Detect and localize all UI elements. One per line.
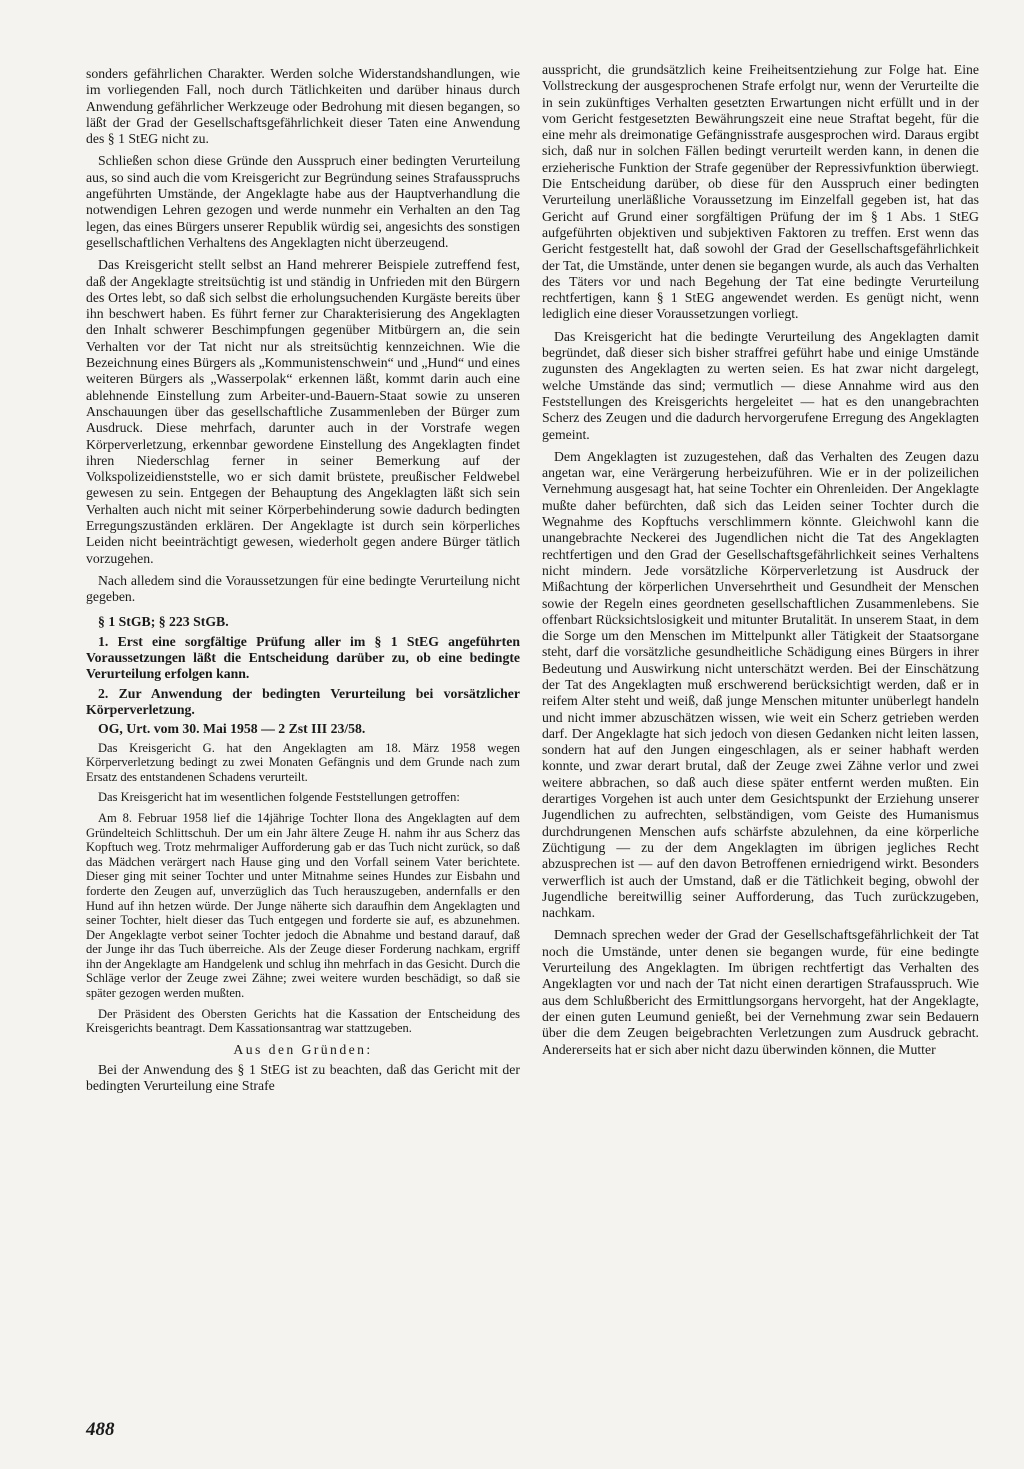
headnote-1: 1. Erst eine sorgfältige Prüfung aller im § 1 StEG angeführten Voraussetzungen läßt die Entscheidung darüber zu, ob eine bedingte Verurteilung erfolgen kann.: [86, 633, 520, 682]
right-column: [542, 62, 979, 1402]
paragraph: Bei der Anwendung des § 1 StEG ist zu beachten, daß das Gericht mit der bedingten Verurteilung eine Strafe: [86, 1062, 520, 1094]
case-citation: OG, Urt. vom 30. Mai 1958 — 2 Zst III 23/58.: [98, 721, 366, 737]
section-heading: Aus den Gründen:: [233, 1041, 373, 1057]
paragraph: sonders gefährlichen Charakter. Werden solche Widerstandshandlungen, wie im vorliegenden Fall, noch durch Tätlichkeiten und darüber hinaus durch Anwendung gefährlicher Werkzeuge oder Bedrohung mit diesen begangen, so läßt der Grad der Gesellschaftsgefährlichkeit dieser Taten eine Anwendung des § 1 StEG nicht zu.: [86, 66, 520, 147]
paragraph: Nach alledem sind die Voraussetzungen für eine bedingte Verurteilung nicht gegeben.: [86, 572, 520, 605]
left-column: [86, 66, 520, 1406]
headnote-2: 2. Zur Anwendung der bedingten Verurteilung bei vorsätzlicher Körperverletzung.: [86, 685, 520, 717]
paragraph: Das Kreisgericht stellt selbst an Hand mehrerer Beispiele zutreffend fest, daß der Angeklagte streitsüchtig ist und ständig in Unfrieden mit den Bürgern des Ortes lebt, so daß sich selbst die erholungsuchenden Kurgäste bereits über ihn beschwert haben. Es führt ferner zur Charakterisierung des Angeklagten den Inhalt schwerer Beschimpfungen gegenüber Mitbürgern an, die sein Verhalten vor der Tat nicht nur als streitsüchtig kennzeichnen. Wie die Bezeichnung eines Bürgers als „Kommunistenschwein“ und „Hund“ und eines weiteren Bürgers als „Wasserpolak“ erkennen läßt, kommt darin auch eine ablehnende Einstellung zum Arbeiter-und-Bauern-Staat sowie zu unseren Anschauungen über das gesellschaftliche Zusammenleben der Bürger zum Ausdruck. Diese mehrfach, darunter auch in der Vorstrafe wegen Körperverletzung, erkennbar gewordene Einstellung des Angeklagten findet ihren Niederschlag ferner in seiner Bemerkung auf der Volkspolizeidienststelle, wo er sich damit brüstete, preußischer Feldwebel gewesen zu sein. Entgegen der Behauptung des Angeklagten läßt sich sein Verhalten auch nicht mit seiner Körperbehinderung sowie dadurch bedingten Erregungszuständen erklären. Der Angeklagte ist durch sein körperliches Leiden nicht beeinträchtigt gewesen, wiederholt gegen andere Bürger tätlich vorzugehen.: [86, 257, 520, 566]
paragraph: Demnach sprechen weder der Grad der Gesellschaftsgefährlichkeit der Tat noch die Umstände, unter denen sie begangen wurde, für eine bedingte Verurteilung des Angeklagten. Im übrigen rechtfertigt das Verhalten des Angeklagten vor und nach der Tat nicht einen derartigen Strafausspruch. Wie aus dem Schlußbericht des Ermittlungsorgans hervorgeht, hat der Angeklagte, der einen guten Leumund genießt, bei der Vernehmung zwar sein Bedauern über die dem Zeugen beigebrachten Verletzungen zum Ausdruck gebracht. Andererseits hat er sich aber nicht dazu überwinden können, die Mutter: [542, 927, 979, 1057]
paragraph: Am 8. Februar 1958 lief die 14jährige Tochter Ilona des Angeklagten auf dem Gründelteich Schlittschuh. Der um ein Jahr ältere Zeuge H. nahm ihr aus Scherz das Kopftuch weg. Trotz mehrmaliger Aufforderung gab er das Tuch nicht zurück, so daß das Mädchen verärgert nach Hause ging und den Vorfall seinem Vater berichtete. Dieser ging mit seiner Tochter und unter Mitnahme seines Hundes zur Eisbahn und forderte den Zeugen auf, unverzüglich das Tuch herauszugeben, andernfalls er den Hund auf ihn hetzen würde. Der Junge näherte sich daraufhin dem Angeklagten und seiner Tochter, hielt dieser das Tuch entgegen und forderte sie auf, es abzunehmen. Der Angeklagte verbot seiner Tochter jedoch die Abnahme und bestand darauf, daß der Junge ihr das Tuch überreiche. Als der Zeuge dieser Forderung nachkam, ergriff ihn der Angeklagte am Handgelenk und schlug ihn mehrfach in das Gesicht. Durch die Schläge verlor der Zeuge zwei Zähne; zwei weitere wurden beschädigt, so daß sie später gezogen werden mußten.: [86, 810, 520, 1001]
paragraph: Schließen schon diese Gründe den Ausspruch einer bedingten Verurteilung aus, so sind auch die vom Kreisgericht zur Begründung seines Strafausspruchs angeführten Umstände, der Angeklagte habe aus der Hauptverhandlung die notwendigen Lehren gezogen und werde nunmehr ein Verhalten an den Tag legen, das eines Bürgers unserer Republik würdig sei, angesichts des sonstigen gesellschaftlichen Verhaltens des Angeklagten nicht überzeugend.: [86, 153, 520, 250]
law-reference-heading: § 1 StGB; § 223 StGB.: [98, 613, 229, 629]
page-number: 488: [86, 1419, 115, 1440]
paragraph: Das Kreisgericht hat die bedingte Verurteilung des Angeklagten damit begründet, daß dieser sich bisher straffrei geführt habe und einige Umstände zugunsten des Angeklagten zu werten seien. Es hat zwar nicht dargelegt, welche Umstände das sind; vermutlich — diese Annahme wird aus den Feststellungen des Kreisgerichts hergeleitet — hat es den unangebrachten Scherz des Zeugen und die dadurch hervorgerufene Erregung des Angeklagten gemeint.: [542, 328, 979, 442]
paragraph: Das Kreisgericht G. hat den Angeklagten am 18. März 1958 wegen Körperverletzung bedingt zu zwei Monaten Gefängnis und dem Grunde nach zum Ersatz des entstandenen Schadens verurteilt.: [86, 740, 520, 784]
paragraph: ausspricht, die grundsätzlich keine Freiheitsentziehung zur Folge hat. Eine Vollstreckung der ausgesprochenen Strafe erfolgt nur, wenn der Verurteilte die in sein zukünftiges Verhalten gesetzten Erwartungen nicht erfüllt und in der vom Gericht festgesetzten Bewährungszeit eine neue Straftat begeht, für die eine mehr als dreimonatige Gefängnisstrafe ausgesprochen wird. Daraus ergibt sich, daß nur in solchen Fällen bedingt verurteilt werden kann, in denen die erzieherische Funktion der Strafe gegenüber der Repressivfunktion überwiegt. Die Entscheidung darüber, ob diese für den Ausspruch einer bedingten Verurteilung unerläßliche Voraussetzung im Einzelfall gegeben ist, hat das Gericht auf Grund einer sorgfältigen Prüfung der im § 1 Abs. 1 StEG aufgeführten objektiven und subjektiven Faktoren zu treffen. Erst wenn das Gericht festgestellt hat, daß sowohl der Grad der Gesellschaftsgefährlichkeit der Tat, die Umstände, unter denen sie begangen wurde, als auch das Verhalten des Täters vor und nach Begehung der Tat eine bedingte Verurteilung rechtfertigen, kann § 1 StEG angewendet werden. Es genügt nicht, wenn lediglich eine dieser Voraussetzungen vorliegt.: [542, 62, 979, 322]
paragraph: Das Kreisgericht hat im wesentlichen folgende Feststellungen getroffen:: [98, 790, 460, 805]
paragraph: Dem Angeklagten ist zuzugestehen, daß das Verhalten des Zeugen dazu angetan war, eine Verärgerung herbeizuführen. Wie er in der polizeilichen Vernehmung ausgesagt hat, hat seine Tochter ein Ohrenleiden. Der Angeklagte mußte daher befürchten, daß sich das Leiden seiner Tochter durch die Wegnahme des Kopftuchs verschlimmern könnte. Gleichwohl kann die unangebrachte Neckerei des Jugendlichen nicht die Tat des Angeklagten rechtfertigen und den Grad der Gesellschaftsgefährlichkeit seines Verhaltens nicht mindern. Jede vorsätzliche Körperverletzung ist Ausdruck der Mißachtung der körperlichen Unversehrtheit und Gesundheit der Menschen sowie der Regeln eines geordneten gesellschaftlichen Zusammenlebens. Sie offenbart Rücksichtslosigkeit und mitunter Brutalität. In unserem Staat, in dem die Sorge um den Menschen im Mittelpunkt aller Tätigkeit der Staatsorgane steht, darf die vorsätzliche gesundheitliche Schädigung eines Bürgers in ihrer Bedeutung und Auswirkung nicht unterschätzt werden. Bei der Einschätzung der Tat des Angeklagten muß erschwerend berücksichtigt werden, daß er in reifem Alter steht und weiß, daß junge Menschen mitunter unüberlegt handeln und nicht immer abzuschätzen wissen, wie weit ein Scherz getrieben werden darf. Der Angeklagte hat sich jedoch von diesen Gedanken nicht leiten lassen, sondern hat auf den Jungen eingeschlagen, als er seiner habhaft werden konnte, und zwar derart brutal, daß der Zeuge zwei Zähne verlor und zwei weitere abbrachen, so daß auch diese später entfernt werden mußten. Ein derartiges Vorgehen ist auch unter dem Gesichtspunkt der Erziehung unserer Jugendlichen zu aufrechten, selbständigen, vom Geiste des Humanismus durchdrungenen Menschen aufs schärfste abzulehnen, da eine körperliche Züchtigung — zu der dem Angeklagten im übrigen jegliches Recht abzusprechen ist — auf den davon Betroffenen erniedrigend wirkt. Besonders verwerflich ist auch der Umstand, daß er die Tätlichkeit beging, obwohl der Jugendliche bereitwillig seiner Aufforderung, das Tuch zurückzugeben, nachkam.: [542, 448, 979, 921]
paragraph: Der Präsident des Obersten Gerichts hat die Kassation der Entscheidung des Kreisgerichts beantragt. Dem Kassationsantrag war stattzugeben.: [86, 1006, 520, 1036]
